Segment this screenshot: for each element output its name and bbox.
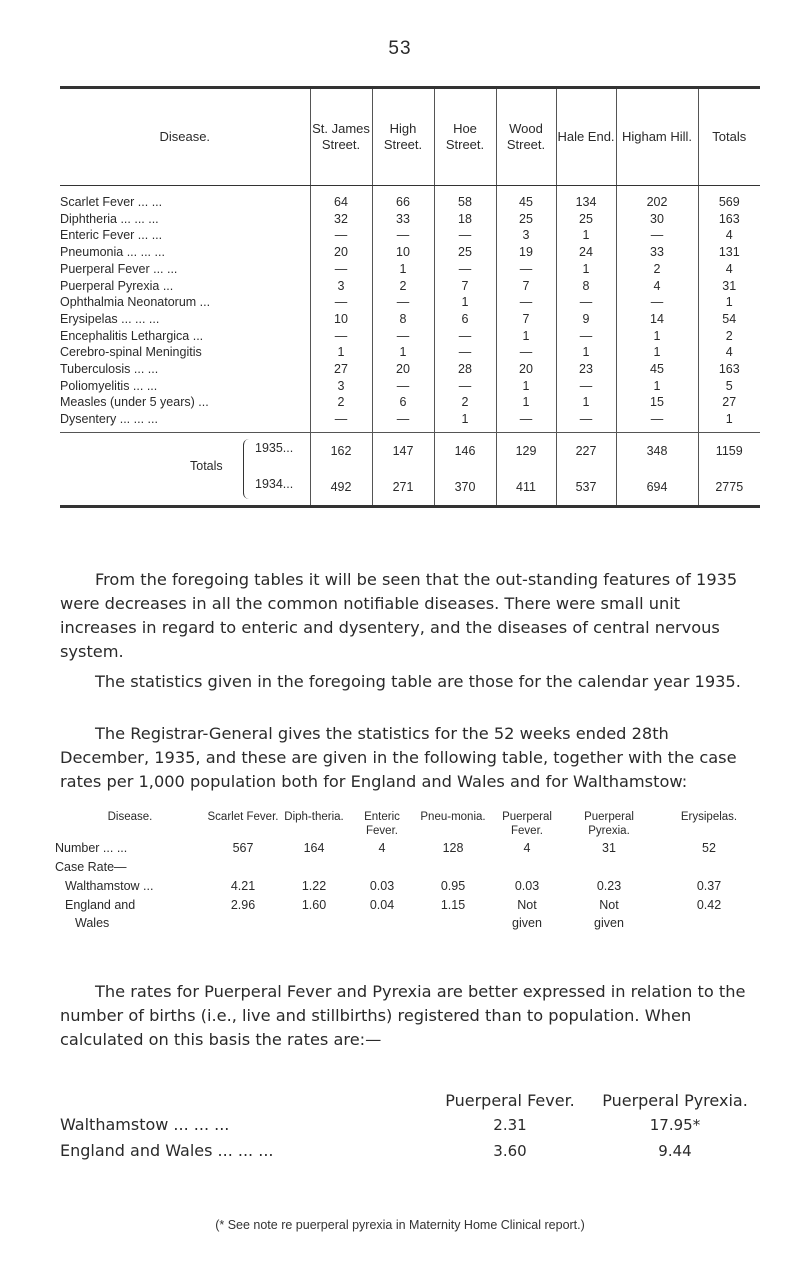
- cell: —: [310, 411, 372, 428]
- disease-name: Tuberculosis ... ...: [60, 362, 159, 377]
- cell: 27: [310, 361, 372, 378]
- cell: 0.37: [696, 879, 722, 893]
- cell: 1: [434, 294, 496, 311]
- cell: 31: [602, 841, 616, 855]
- cell: 0.23: [596, 879, 622, 893]
- disease-name: Poliomyelitis ... ...: [60, 378, 158, 393]
- cell: 1: [698, 294, 760, 311]
- table-row: [60, 261, 760, 278]
- cell: 1.60: [301, 898, 327, 912]
- column-header: Diph-theria.: [284, 811, 344, 823]
- table-row: [55, 914, 765, 932]
- cell: —: [372, 328, 434, 345]
- footnote: (* See note re puerperal pyrexia in Maternity Home Clinical report.): [215, 1218, 585, 1232]
- cell: given: [594, 916, 624, 930]
- row-label: Walthamstow ... ... ...: [60, 1115, 230, 1134]
- column-header: High Street.: [372, 89, 434, 186]
- disease-by-district-table: [60, 86, 760, 508]
- column-header: Puerperal Fever.: [502, 811, 552, 837]
- row-label: England and Wales ... ... ...: [60, 1141, 274, 1160]
- cell: —: [310, 227, 372, 244]
- cell: 4: [698, 227, 760, 244]
- disease-name: Pneumonia ... ... ...: [60, 245, 165, 260]
- cell: 28: [434, 361, 496, 378]
- cell: 1: [698, 411, 760, 428]
- column-header: Hoe Street.: [434, 89, 496, 186]
- cell: 30: [616, 211, 698, 228]
- cell: 9.44: [658, 1142, 692, 1160]
- totals-year: 1934...: [255, 476, 294, 491]
- cell: 1.22: [301, 879, 327, 893]
- table-row: [60, 294, 760, 311]
- column-header: Hale End.: [556, 89, 616, 186]
- column-header: Pneu-monia.: [420, 811, 486, 823]
- cell: 15: [616, 394, 698, 411]
- puerperal-rates-table: [60, 1090, 760, 1164]
- table-row: [60, 411, 760, 428]
- cell: 10: [372, 244, 434, 261]
- cell: 694: [616, 469, 698, 505]
- cell: 2.31: [493, 1116, 527, 1134]
- cell: 33: [372, 211, 434, 228]
- cell: 8: [556, 278, 616, 295]
- table-row: [60, 227, 760, 244]
- disease-name: Diphtheria ... ... ...: [60, 211, 159, 226]
- cell: 3: [496, 227, 556, 244]
- table-row: [60, 278, 760, 295]
- cell: 7: [496, 278, 556, 295]
- table-row: [60, 394, 760, 411]
- cell: —: [372, 378, 434, 395]
- paragraph-puerperal-rates: The rates for Puerperal Fever and Pyrexia are better expressed in relation to the number of births (i.e., live and stillbirths) registered than to population. When calculated on this basis the rates are:—: [60, 982, 746, 1049]
- row-label: Walthamstow ...: [65, 879, 154, 893]
- table-row: [60, 1112, 760, 1138]
- cell: [653, 914, 765, 932]
- cell: 54: [698, 311, 760, 328]
- cell: 569: [698, 186, 760, 211]
- cell: 3: [310, 378, 372, 395]
- cell: 0.95: [440, 879, 466, 893]
- cell: 4: [378, 841, 386, 855]
- cell: 27: [698, 394, 760, 411]
- cell: 2: [310, 394, 372, 411]
- column-header: Puerperal Fever.: [445, 1091, 575, 1110]
- disease-name: Ophthalmia Neonatorum ...: [60, 295, 211, 310]
- cell: 370: [434, 469, 496, 505]
- cell: [205, 914, 281, 932]
- table-row: [55, 858, 765, 876]
- disease-name: Scarlet Fever ... ...: [60, 195, 163, 209]
- cell: 271: [372, 469, 434, 505]
- cell: 131: [698, 244, 760, 261]
- cell: —: [372, 294, 434, 311]
- cell: —: [496, 294, 556, 311]
- cell: 52: [702, 841, 716, 855]
- cell: 2: [698, 328, 760, 345]
- table-row: [60, 378, 760, 395]
- cell: 5: [698, 378, 760, 395]
- cell: 64: [310, 186, 372, 211]
- cell: 411: [496, 469, 556, 505]
- disease-name: Puerperal Fever ... ...: [60, 261, 178, 276]
- column-header: Puerperal Pyrexia.: [584, 811, 634, 837]
- cell: 1: [310, 344, 372, 361]
- cell: 202: [616, 186, 698, 211]
- cell: 1: [496, 328, 556, 345]
- cell: 4: [698, 261, 760, 278]
- cell: —: [310, 328, 372, 345]
- totals-label: Totals: [190, 458, 223, 473]
- cell: 18: [434, 211, 496, 228]
- cell: 8: [372, 311, 434, 328]
- cell: —: [434, 344, 496, 361]
- cell: 1: [616, 328, 698, 345]
- cell: 146: [434, 432, 496, 469]
- cell: 348: [616, 432, 698, 469]
- cell: —: [434, 378, 496, 395]
- cell: 25: [434, 244, 496, 261]
- cell: 1: [496, 378, 556, 395]
- cell: 4: [698, 344, 760, 361]
- cell: 1: [556, 394, 616, 411]
- page-number: 53: [388, 38, 412, 59]
- cell: 7: [496, 311, 556, 328]
- cell: 45: [616, 361, 698, 378]
- totals-year: 1935...: [255, 440, 294, 455]
- cell: 0.04: [369, 898, 395, 912]
- disease-name: Dysentery ... ... ...: [60, 412, 158, 427]
- cell: 19: [496, 244, 556, 261]
- table-row: [55, 896, 765, 914]
- cell: 492: [310, 469, 372, 505]
- cell: 3: [310, 278, 372, 295]
- cell: 2: [372, 278, 434, 295]
- row-label: Number ... ...: [55, 841, 128, 855]
- cell: [417, 914, 489, 932]
- cell: —: [616, 227, 698, 244]
- cell: —: [372, 411, 434, 428]
- column-header: Totals: [698, 89, 760, 186]
- table-header-row: [60, 89, 760, 186]
- cell: 2: [434, 394, 496, 411]
- cell: 163: [698, 361, 760, 378]
- cell: 23: [556, 361, 616, 378]
- cell: 45: [496, 186, 556, 211]
- table-row: [55, 838, 765, 858]
- cell: —: [372, 227, 434, 244]
- cell: —: [556, 411, 616, 428]
- cell: 164: [303, 841, 325, 855]
- cell: 2: [616, 261, 698, 278]
- cell: 33: [616, 244, 698, 261]
- column-header: Erysipelas.: [680, 811, 738, 823]
- column-header: Puerperal Pyrexia.: [602, 1091, 748, 1110]
- totals-row: [60, 432, 760, 469]
- cell: 14: [616, 311, 698, 328]
- cell: [281, 914, 347, 932]
- cell: 20: [372, 361, 434, 378]
- table-row: [60, 328, 760, 345]
- table-row: [60, 211, 760, 228]
- totals-label-cell: [60, 432, 310, 505]
- cell: 4: [616, 278, 698, 295]
- paragraph-outstanding-features: From the foregoing tables it will be seen that the out-standing features of 1935 were decreases in all the common notifiable diseases. There were small unit increases in regard to enteric and dysentery, and the diseases of central nervous system.: [60, 570, 738, 661]
- row-label: England and: [65, 898, 136, 912]
- brace: [243, 439, 252, 499]
- cell: 4.21: [230, 879, 256, 893]
- table-row: [55, 876, 765, 896]
- column-header: Wood Street.: [496, 89, 556, 186]
- cell: given: [512, 916, 542, 930]
- cell: 567: [232, 841, 254, 855]
- column-header: St. James Street.: [310, 89, 372, 186]
- cell: 1: [556, 344, 616, 361]
- cell: —: [496, 344, 556, 361]
- column-header: Higham Hill.: [616, 89, 698, 186]
- paragraph-registrar-general: The Registrar-General gives the statistics for the 52 weeks ended 28th December, 1935, and these are given in the following table, together with the case rates per 1,000 population both for England and Wales and for Walthamstow:: [60, 724, 737, 791]
- cell: 1159: [698, 432, 760, 469]
- cell: —: [556, 378, 616, 395]
- cell: —: [434, 227, 496, 244]
- disease-name: Erysipelas ... ... ...: [60, 311, 160, 326]
- table-row: [60, 1138, 760, 1164]
- cell: 66: [372, 186, 434, 211]
- column-header: Scarlet Fever.: [207, 811, 279, 823]
- column-header: Disease.: [107, 811, 153, 823]
- cell: 25: [496, 211, 556, 228]
- cell: 6: [372, 394, 434, 411]
- cell: 134: [556, 186, 616, 211]
- cell: 147: [372, 432, 434, 469]
- paragraph-calendar-year: The statistics given in the foregoing table are those for the calendar year 1935.: [95, 672, 741, 691]
- cell: 537: [556, 469, 616, 505]
- cell: 1: [556, 227, 616, 244]
- table-row: [60, 244, 760, 261]
- table-header-row: [55, 810, 765, 838]
- cell: 7: [434, 278, 496, 295]
- cell: 20: [310, 244, 372, 261]
- cell: [347, 914, 417, 932]
- cell: —: [496, 411, 556, 428]
- cell: Not: [517, 898, 537, 912]
- cell: —: [434, 261, 496, 278]
- cell: 1: [556, 261, 616, 278]
- cell: 128: [442, 841, 464, 855]
- cell: —: [496, 261, 556, 278]
- cell: 20: [496, 361, 556, 378]
- cell: 0.42: [696, 898, 722, 912]
- cell: 163: [698, 211, 760, 228]
- disease-name: Enteric Fever ... ...: [60, 228, 163, 243]
- cell: 1: [372, 344, 434, 361]
- cell: Not: [599, 898, 619, 912]
- case-rates-table: [55, 810, 765, 932]
- cell: 17.95*: [649, 1116, 701, 1134]
- table-row: [60, 186, 760, 211]
- cell: 2775: [698, 469, 760, 505]
- table-header-row: [60, 1090, 760, 1112]
- cell: —: [556, 328, 616, 345]
- cell: 227: [556, 432, 616, 469]
- cell: 24: [556, 244, 616, 261]
- cell: 0.03: [514, 879, 540, 893]
- cell: 10: [310, 311, 372, 328]
- cell: 1: [434, 411, 496, 428]
- column-header: Disease.: [60, 89, 310, 186]
- cell: —: [310, 261, 372, 278]
- cell: 1.15: [440, 898, 466, 912]
- cell: 31: [698, 278, 760, 295]
- cell: 32: [310, 211, 372, 228]
- cell: —: [310, 294, 372, 311]
- table-row: [60, 344, 760, 361]
- cell: 6: [434, 311, 496, 328]
- disease-name: Cerebro-spinal Meningitis: [60, 345, 202, 360]
- cell: 58: [434, 186, 496, 211]
- cell: 162: [310, 432, 372, 469]
- column-header: Enteric Fever.: [364, 811, 400, 837]
- cell: —: [616, 294, 698, 311]
- cell: —: [616, 411, 698, 428]
- disease-name: Encephalitis Lethargica ...: [60, 328, 204, 343]
- cell: 129: [496, 432, 556, 469]
- cell: —: [556, 294, 616, 311]
- cell: 2.96: [230, 898, 256, 912]
- row-label: Wales: [75, 916, 110, 930]
- cell: 1: [616, 378, 698, 395]
- table-row: [60, 311, 760, 328]
- cell: 1: [616, 344, 698, 361]
- cell: 3.60: [493, 1142, 527, 1160]
- disease-name: Measles (under 5 years) ...: [60, 395, 209, 410]
- cell: 4: [523, 841, 531, 855]
- cell: 25: [556, 211, 616, 228]
- cell: 9: [556, 311, 616, 328]
- row-label: Case Rate—: [55, 860, 127, 874]
- cell: 0.03: [369, 879, 395, 893]
- cell: 1: [372, 261, 434, 278]
- table-row: [60, 361, 760, 378]
- disease-name: Puerperal Pyrexia ...: [60, 278, 174, 293]
- cell: 1: [496, 394, 556, 411]
- cell: —: [434, 328, 496, 345]
